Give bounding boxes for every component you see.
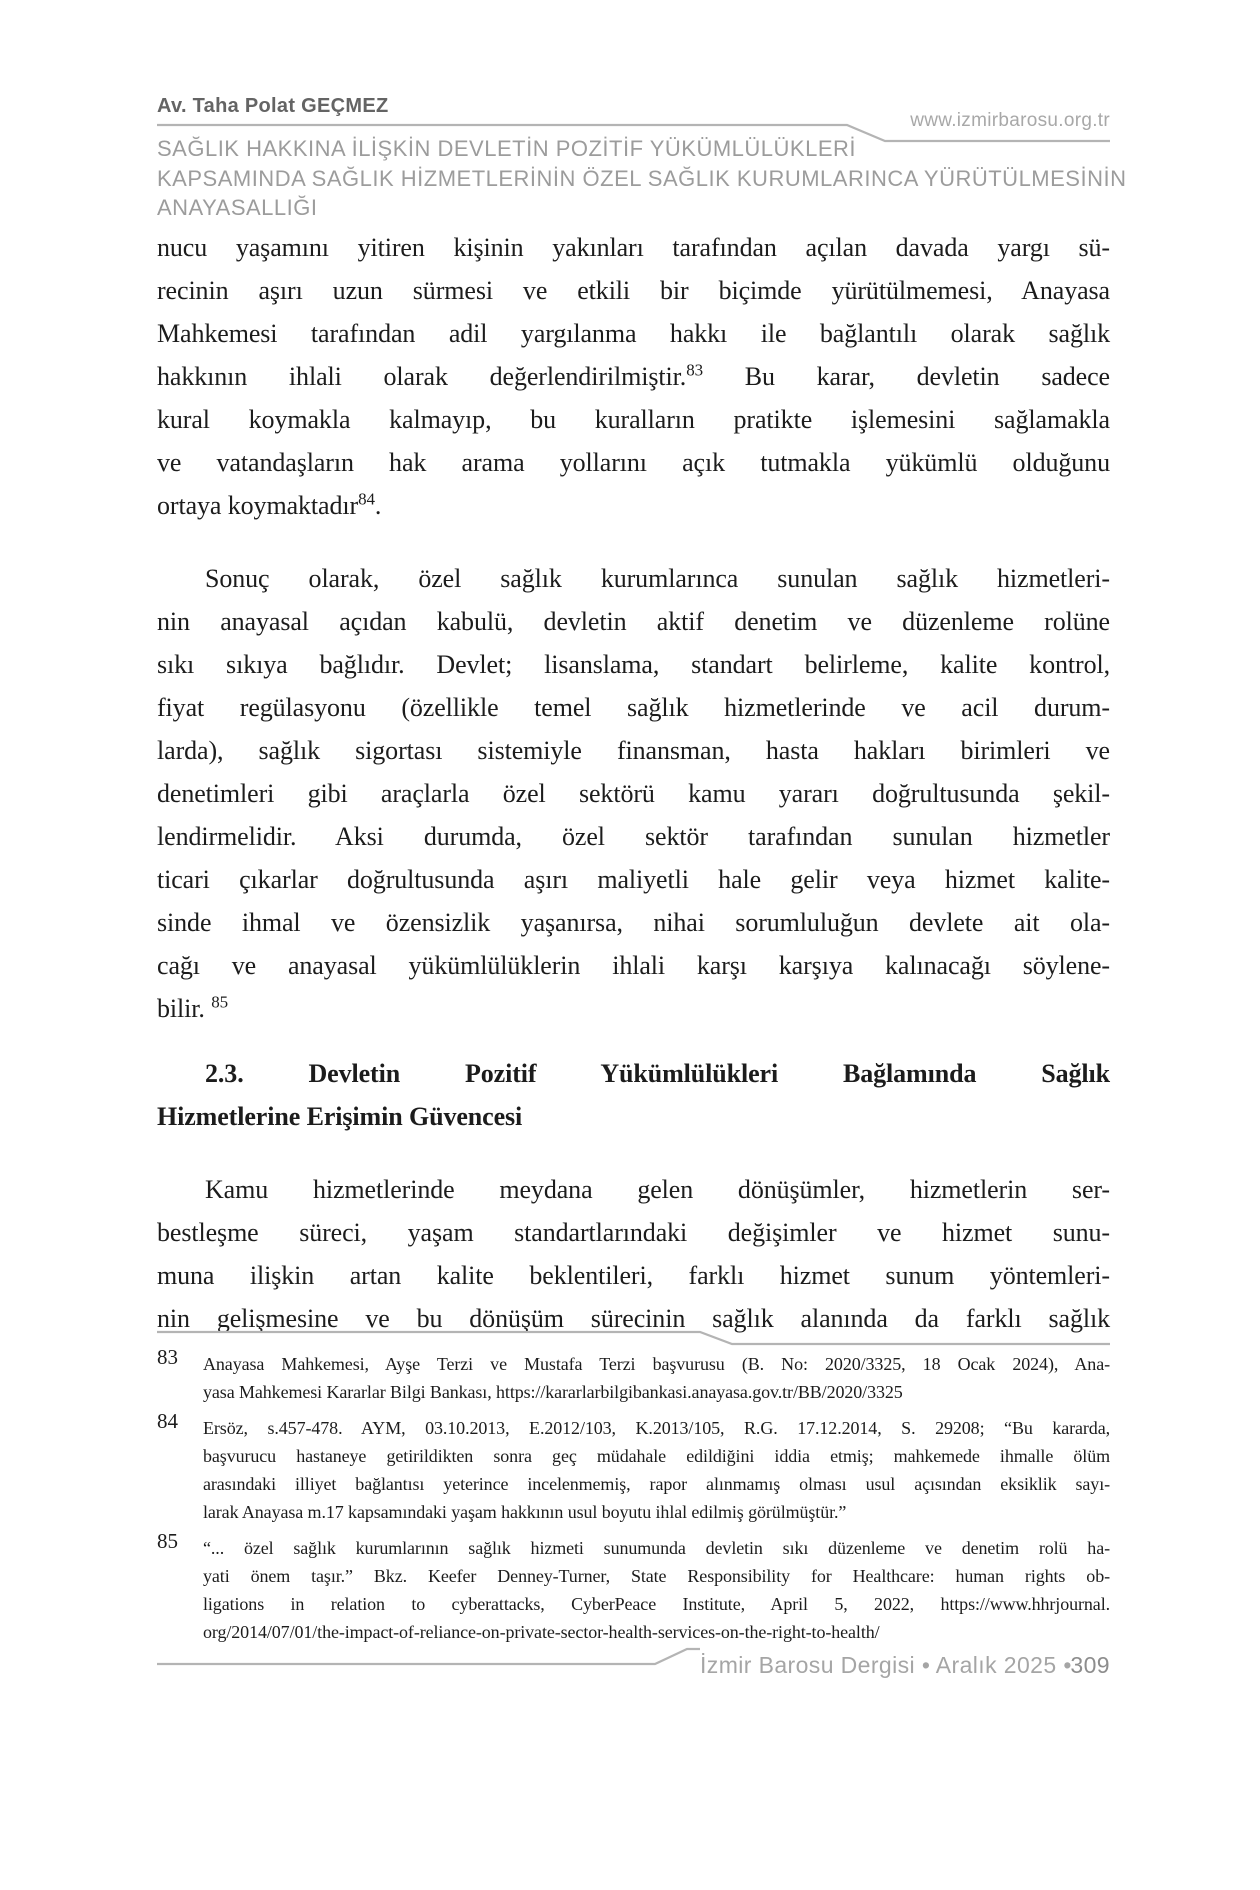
- text-line: ve vatandaşların hak arama yollarını açık tutmakla yükümlü olduğunu: [157, 448, 1110, 477]
- paragraph: [157, 226, 1110, 527]
- footnote-line: larak Anayasa m.17 kapsamındaki yaşam hakkının usul boyutu ihlal edilmiş görülmüştür.”: [203, 1502, 847, 1522]
- text-line: Kamu hizmetlerinde meydana gelen dönüşümler, hizmetlerin ser-: [205, 1175, 1110, 1204]
- text-line: ortaya koymaktadır$^{84}$.: [157, 489, 382, 520]
- footnote-ref: 85: [211, 992, 229, 1012]
- page-number: 309: [1070, 1652, 1110, 1678]
- text-line: larda), sağlık sigortası sistemiyle finansman, hasta hakları birimleri ve: [157, 736, 1110, 765]
- article-title: [157, 134, 1127, 223]
- footnote-line: org/2014/07/01/the-impact-of-reliance-on-private-sector-health-services-on-the-right-to-health/: [203, 1622, 880, 1642]
- footnote-ref: 83: [686, 360, 703, 380]
- footnote-number: 83: [157, 1345, 178, 1369]
- footnote-number: 84: [157, 1409, 178, 1433]
- footnote: [157, 1409, 1110, 1526]
- footnote-line: yati önem taşır.” Bkz. Keefer Denney-Turner, State Responsibility for Healthcare: human rights ob-: [203, 1566, 1110, 1586]
- text-line: Mahkemesi tarafından adil yargılanma hakkı ile bağlantılı olarak sağlık: [157, 319, 1110, 348]
- text-line: Hizmetlerine Erişimin Güvencesi: [157, 1102, 523, 1131]
- text-line: ticari çıkarlar doğrultusunda aşırı maliyetli hale gelir veya hizmet kalite-: [157, 865, 1110, 894]
- author-name: Av. Taha Polat GEÇMEZ: [157, 95, 389, 117]
- text-line: muna ilişkin artan kalite beklentileri, farklı hizmet sunum yöntemleri-: [157, 1261, 1110, 1290]
- text-line: nin anayasal açıdan kabulü, devletin aktif denetim ve düzenleme rolüne: [157, 607, 1110, 636]
- text-line: nucu yaşamını yitiren kişinin yakınları tarafından açılan davada yargı sü-: [157, 233, 1110, 262]
- section-heading: [157, 1052, 1110, 1138]
- journal-info: İzmir Barosu Dergisi • Aralık 2025 •: [700, 1652, 1072, 1678]
- text-line: nin gelişmesine ve bu dönüşüm sürecinin sağlık alanında da farklı sağlık: [157, 1304, 1110, 1333]
- website-url: www.izmirbarosu.org.tr: [910, 110, 1110, 131]
- body-text: [157, 226, 1110, 1340]
- footnote: [157, 1529, 1110, 1646]
- paragraph: [157, 1168, 1110, 1340]
- footnote-line: Anayasa Mahkemesi, Ayşe Terzi ve Mustafa Terzi başvurusu (B. No: 2020/3325, 18 Ocak 2024), Ana-: [203, 1354, 1110, 1374]
- text-line: fiyat regülasyonu (özellikle temel sağlık hizmetlerinde ve acil durum-: [157, 693, 1110, 722]
- text-line: bestleşme süreci, yaşam standartlarındaki değişimler ve hizmet sunu-: [157, 1218, 1110, 1247]
- text-line: sıkı sıkıya bağlıdır. Devlet; lisanslama, standart belirleme, kalite kontrol,: [157, 650, 1110, 679]
- text-line: 2.3. Devletin Pozitif Yükümlülükleri Bağlamında Sağlık: [205, 1059, 1110, 1088]
- footnote: [157, 1345, 1110, 1406]
- footnote-line: başvurucu hastaneye getirildikten sonra geç müdahale edildiğini iddia etmiş; mahkemede ihmalle ölüm: [203, 1446, 1110, 1466]
- text-line: denetimleri gibi araçlarla özel sektörü kamu yararı doğrultusunda şekil-: [157, 779, 1110, 808]
- text-line: recinin aşırı uzun sürmesi ve etkili bir biçimde yürütülmemesi, Anayasa: [157, 276, 1110, 305]
- text-line: lendirmelidir. Aksi durumda, özel sektör tarafından sunulan hizmetler: [157, 822, 1110, 851]
- text-line: sinde ihmal ve özensizlik yaşanırsa, nihai sorumluluğun devlete ait ola-: [157, 908, 1110, 937]
- footnote-line: arasındaki illiyet bağlantısı yeterince incelenmemiş, rapor alınmamış olması usul açısından eksiklik sayı-: [203, 1474, 1110, 1494]
- footnote-line: Ersöz, s.457-478. AYM, 03.10.2013, E.2012/103, K.2013/105, R.G. 17.12.2014, S. 29208; “Bu kararda,: [203, 1418, 1110, 1438]
- text-line: hakkının ihlali olarak değerlendirilmiştir.$^{83}$ Bu karar, devletin sadece: [157, 360, 1110, 391]
- text-line: Sonuç olarak, özel sağlık kurumlarınca sunulan sağlık hizmetleri-: [205, 564, 1110, 593]
- footnote-line: yasa Mahkemesi Kararlar Bilgi Bankası, https://kararlarbilgibankasi.anayasa.gov.tr/BB/2020/3325: [203, 1382, 903, 1402]
- text-line: bilir. $^{85}$: [157, 992, 229, 1023]
- footnote-line: ligations in relation to cyberattacks, CyberPeace Institute, April 5, 2022, https://www.hhrjournal.: [203, 1594, 1110, 1614]
- title-line: SAĞLIK HAKKINA İLİŞKİN DEVLETİN POZİTİF YÜKÜMLÜLÜKLERİ: [157, 136, 857, 161]
- footnote-line: “... özel sağlık kurumlarının sağlık hizmeti sunumunda devletin sıkı düzenleme ve denetim rolü ha-: [203, 1538, 1110, 1558]
- text-line: kural koymakla kalmayıp, bu kuralların pratikte işlemesini sağlamakla: [157, 405, 1110, 434]
- footnote-ref: 84: [358, 489, 375, 509]
- paragraph: [157, 557, 1110, 1030]
- footnote-number: 85: [157, 1529, 178, 1553]
- footnotes: [157, 1345, 1110, 1654]
- text-line: cağı ve anayasal yükümlülüklerin ihlali karşı karşıya kalınacağı söylene-: [157, 951, 1110, 980]
- title-line: KAPSAMINDA SAĞLIK HİZMETLERİNİN ÖZEL SAĞLIK KURUMLARINCA YÜRÜTÜLMESİNİN: [157, 165, 1127, 191]
- title-line: ANAYASALLIĞI: [157, 195, 318, 220]
- footnote-separator: [157, 1330, 1110, 1348]
